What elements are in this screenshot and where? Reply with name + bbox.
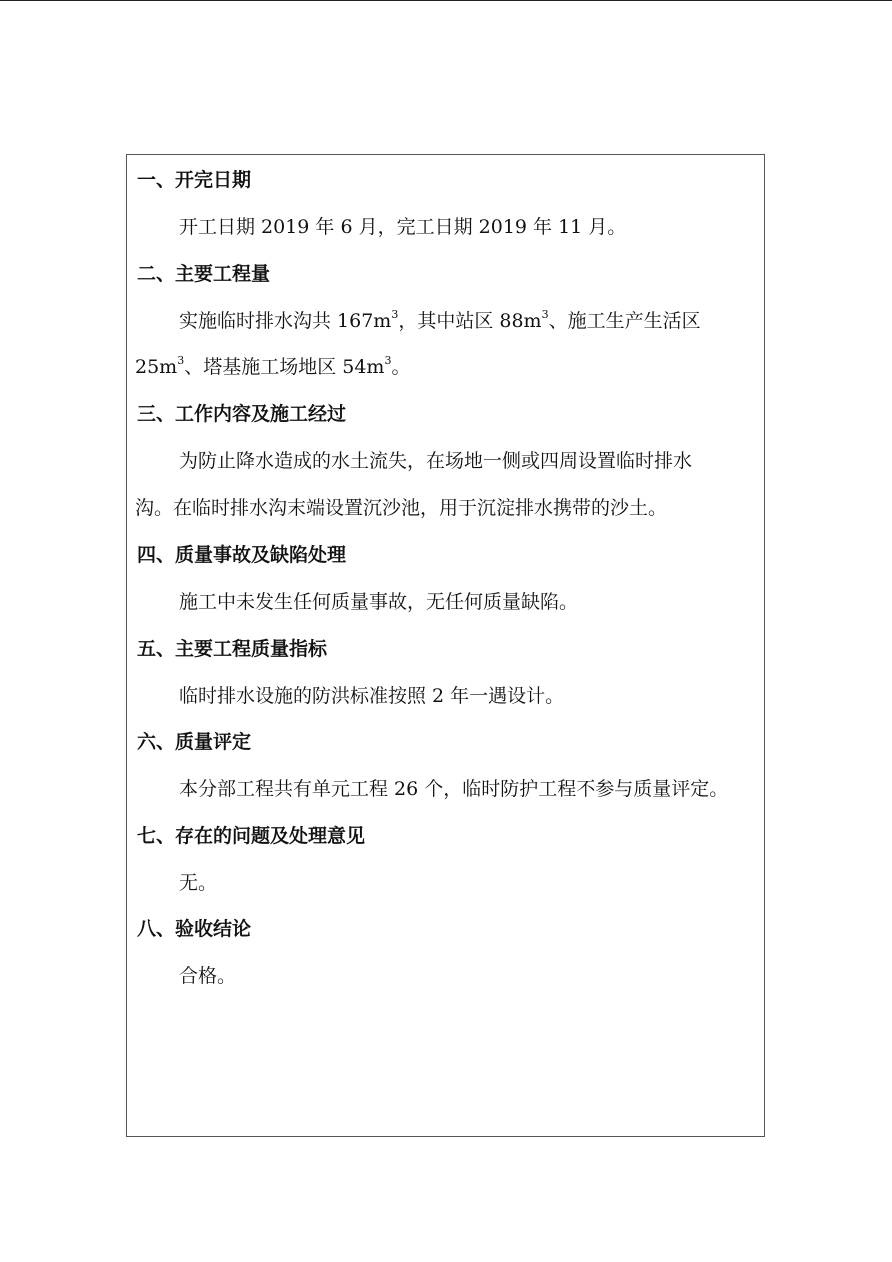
section-text-work-content-line-1: 为防止降水造成的水土流失，在场地一侧或四周设置临时排水 bbox=[179, 450, 693, 472]
superscript: 3 bbox=[541, 307, 549, 321]
section-text-quality-defects: 施工中未发生任何质量事故，无任何质量缺陷。 bbox=[179, 591, 579, 613]
superscript: 3 bbox=[384, 353, 392, 367]
superscript: 3 bbox=[391, 307, 399, 321]
text-run: 、塔基施工场地区 54m bbox=[184, 356, 385, 378]
section-text-main-quantities-line-1 bbox=[179, 309, 701, 333]
section-text-start-end-dates: 开工日期 2019 年 6 月，完工日期 2019 年 11 月。 bbox=[179, 216, 627, 238]
text-run: ，其中站区 88m bbox=[398, 310, 542, 332]
section-heading-quality-defects: 四、质量事故及缺陷处理 bbox=[137, 544, 347, 566]
section-heading-start-end-dates: 一、开完日期 bbox=[137, 169, 252, 191]
section-text-issues: 无。 bbox=[179, 872, 218, 894]
section-text-quality-assessment: 本分部工程共有单元工程 26 个，临时防护工程不参与质量评定。 bbox=[179, 778, 729, 800]
section-text-quality-indicators: 临时排水设施的防洪标准按照 2 年一遇设计。 bbox=[179, 685, 565, 707]
section-heading-main-quantities: 二、主要工程量 bbox=[137, 263, 271, 285]
section-heading-work-content: 三、工作内容及施工经过 bbox=[137, 403, 347, 425]
section-heading-issues: 七、存在的问题及处理意见 bbox=[137, 825, 366, 847]
section-heading-quality-assessment: 六、质量评定 bbox=[137, 731, 252, 753]
superscript: 3 bbox=[177, 353, 185, 367]
text-run: 25m bbox=[135, 356, 178, 378]
text-run: 、施工生产生活区 bbox=[548, 310, 701, 332]
section-text-work-content-line-2: 沟。在临时排水沟末端设置沉沙池，用于沉淀排水携带的沙土。 bbox=[135, 497, 668, 519]
section-heading-acceptance-conclusion: 八、验收结论 bbox=[137, 918, 252, 940]
section-text-main-quantities-line-2 bbox=[135, 355, 410, 379]
text-run: 实施临时排水沟共 167m bbox=[179, 310, 392, 332]
section-text-acceptance-conclusion: 合格。 bbox=[179, 965, 237, 987]
text-run: 。 bbox=[391, 356, 411, 378]
page-top-rule bbox=[0, 0, 892, 1]
section-heading-quality-indicators: 五、主要工程质量指标 bbox=[137, 638, 328, 660]
report-frame bbox=[126, 154, 765, 1137]
